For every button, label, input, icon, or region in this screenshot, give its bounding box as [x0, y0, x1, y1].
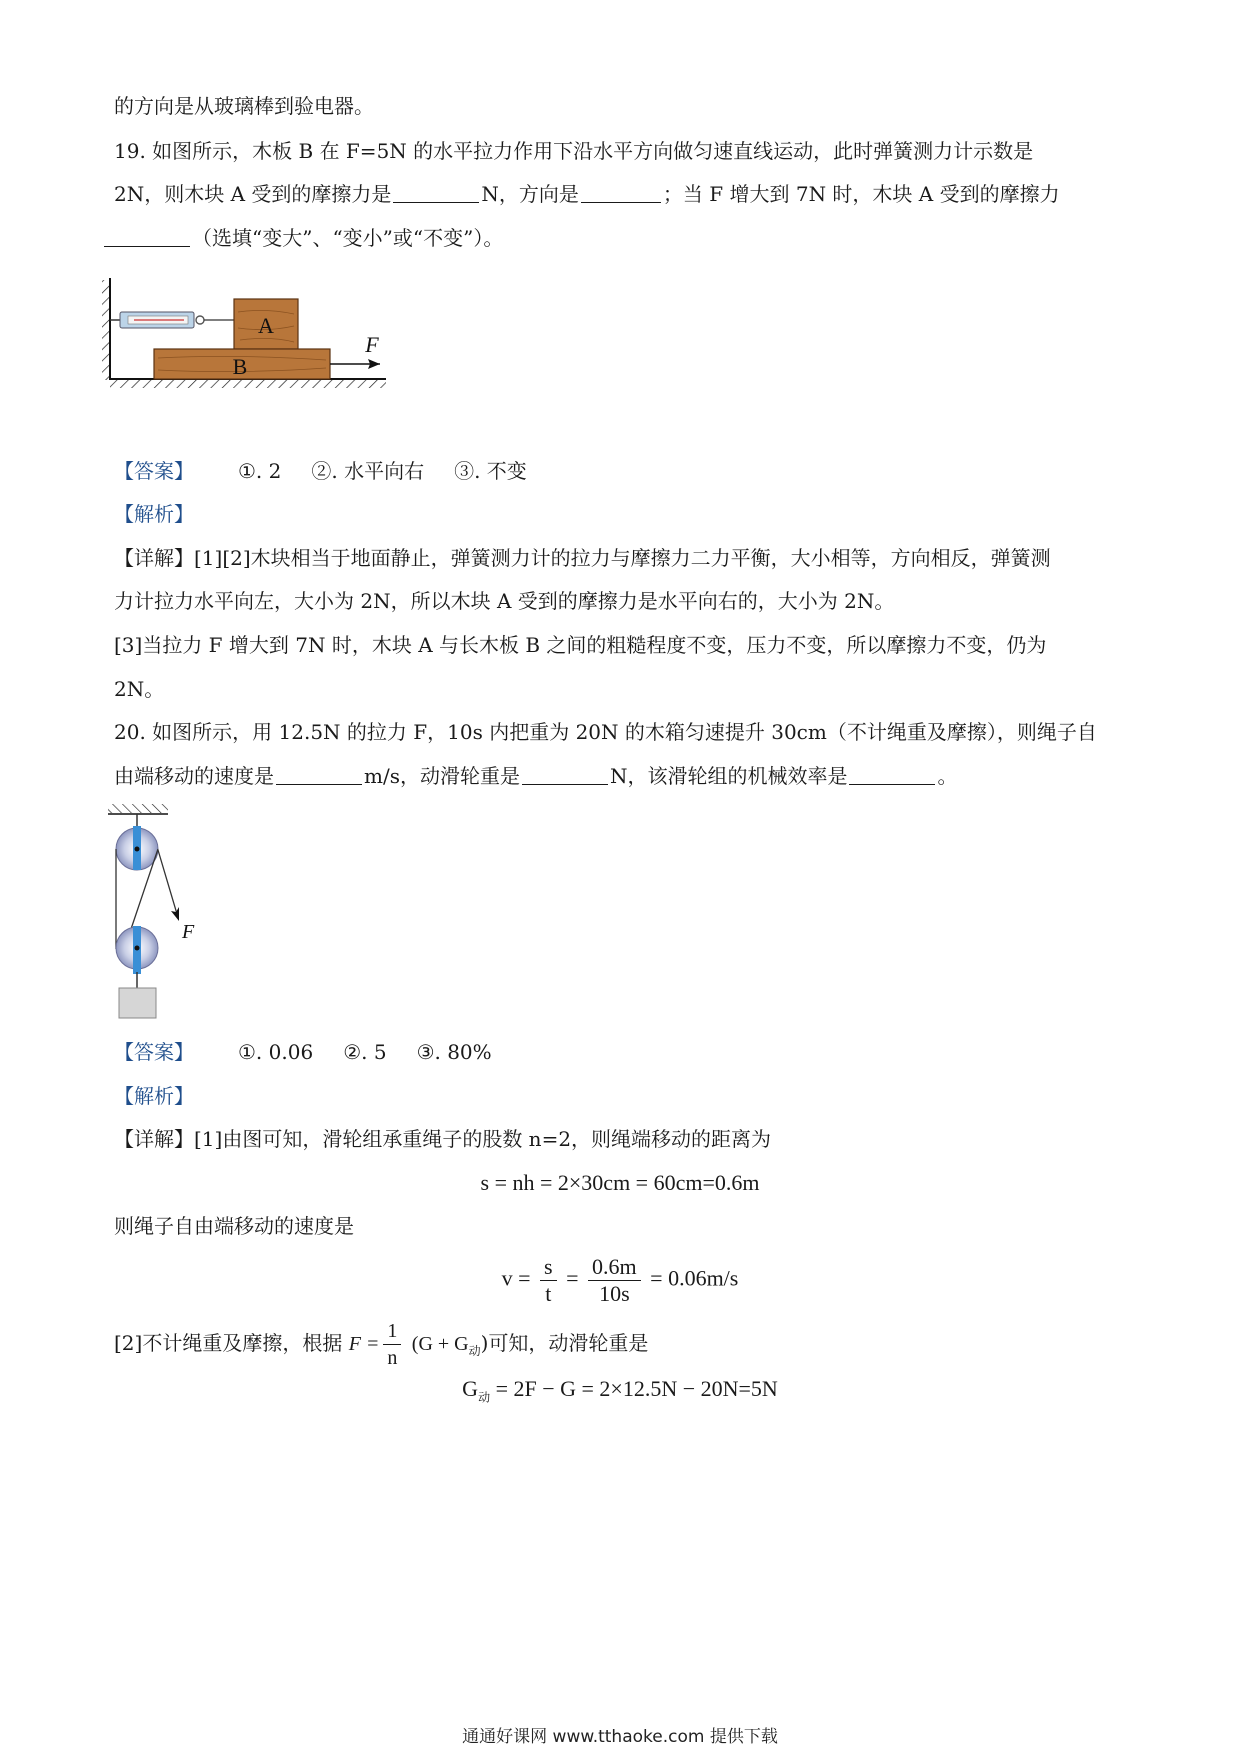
- formula-end: ): [480, 1331, 489, 1355]
- q20-line-1: 20. 如图所示，用 12.5N 的拉力 F，10s 内把重为 20N 的木箱匀速提升 30cm（不计绳重及摩擦），则绳子自: [114, 720, 1097, 744]
- force-label: F: [365, 332, 379, 357]
- q20-answer-3: ③. 80%: [416, 1040, 492, 1064]
- q19-line-3: [114, 224, 503, 252]
- fraction-s-t: $\frac{s}{t}$: [540, 1254, 557, 1307]
- answer-tag: 【答案】: [114, 459, 194, 483]
- page-footer: 通通好课网 www.tthaoke.com 提供下载: [462, 1727, 778, 1747]
- q19-detail-4: 2N。: [114, 677, 165, 701]
- equation-distance: s = nh = 2×30cm = 60cm=0.6m: [480, 1170, 760, 1195]
- q20-detail-text-1: [1]由图可知，滑轮组承重绳子的股数 n=2，则绳端移动的距离为: [194, 1127, 772, 1151]
- q19-detail-3: [3]当拉力 F 增大到 7N 时，木块 A 与长木板 B 之间的粗糙程度不变，压力不变，所以摩擦力不变，仍为: [114, 633, 1047, 657]
- q20-analysis-tag: 【解析】: [114, 1084, 194, 1108]
- q19-analysis-tag: 【解析】: [114, 502, 194, 526]
- q19-blank-1: [393, 182, 479, 203]
- q19-answer-2: ②. 水平向右: [311, 459, 425, 483]
- q20-line-2: [114, 762, 957, 790]
- floor-hatch: [110, 380, 386, 388]
- formula-rhs: (G + G: [411, 1333, 469, 1355]
- q20-blank-2: [522, 764, 608, 785]
- formula-sub: 动: [468, 1344, 481, 1358]
- q20-answer-2: ②. 5: [343, 1040, 387, 1064]
- rope-free: [158, 850, 177, 914]
- q19-blank-3: [104, 226, 190, 247]
- board-b-label: B: [232, 354, 248, 379]
- q19-detail-2: 力计拉力水平向左，大小为 2N，所以木块 A 受到的摩擦力是水平向右的，大小为 2N。: [114, 589, 895, 613]
- q19-text-d: （选填“变大”、“变小”或“不变”）。: [192, 226, 504, 250]
- q20-blank-1: [276, 764, 362, 785]
- spring-ring: [196, 316, 204, 324]
- q20-detail-2: 则绳子自由端移动的速度是: [114, 1214, 354, 1238]
- wall: [102, 280, 109, 380]
- q20-blank-3: [849, 764, 935, 785]
- ceiling-hatch: [108, 804, 168, 813]
- q19-text-c: ；当 F 增大到 7N 时，木块 A 受到的摩擦力: [662, 182, 1060, 206]
- q20-detail-1: [114, 1125, 771, 1153]
- q19-blank-2: [581, 182, 661, 203]
- q20-text-a: 由端移动的速度是: [114, 764, 274, 788]
- q19-answer: [114, 457, 557, 485]
- detail-tag: 【详解】: [114, 1127, 194, 1151]
- q19-figure: [100, 272, 400, 394]
- q19-detail-1: [114, 544, 1051, 572]
- q19-text-a: 2N，则木块 A 受到的摩擦力是: [114, 182, 392, 206]
- q20-detail-text-3b: 可知，动滑轮重是: [488, 1331, 649, 1355]
- wooden-box: [119, 988, 156, 1018]
- detail-tag: 【详解】: [114, 546, 194, 570]
- q20-text-c: N，该滑轮组的机械效率是: [609, 764, 848, 788]
- q19-detail-text-1: [1][2]木块相当于地面静止，弹簧测力计的拉力与摩擦力二力平衡，大小相等，方向相反，弹簧测: [194, 546, 1051, 570]
- q19-answer-3: ③. 不变: [454, 459, 527, 483]
- q20-detail-3: [2]不计绳重及摩擦，根据 F = $\frac{1}{n}$ $(G + G_动)$可知，动滑轮重是: [114, 1320, 649, 1369]
- carryover-text: 的方向是从玻璃棒到验电器。: [114, 94, 374, 118]
- formula-lhs: F =: [348, 1333, 380, 1355]
- q20-answer: [114, 1038, 522, 1066]
- q19-answer-1: ①. 2: [238, 459, 282, 483]
- answer-tag: 【答案】: [114, 1040, 194, 1064]
- equation-pulley-weight: $G_动 = 2F - G = 2\times 12.5N - 20N=5N$: [462, 1376, 778, 1405]
- q20-text-d: 。: [937, 764, 958, 788]
- fraction-1-n: $\frac{1}{n}$: [383, 1318, 401, 1371]
- force-label-f: F: [182, 921, 195, 943]
- fraction-values: $\frac{0.6m}{10s}$: [588, 1254, 641, 1307]
- q19-text-b: N，方向是: [481, 182, 579, 206]
- q20-text-b: m/s，动滑轮重是: [364, 764, 520, 788]
- q20-answer-1: ①. 0.06: [238, 1040, 314, 1064]
- q20-figure: [108, 800, 218, 1022]
- equation-speed: v = $\frac{s}{t}$ = $\frac{0.6m}{10s}$ = 0.06m/s: [501, 1254, 739, 1306]
- block-a-label: A: [258, 313, 274, 338]
- q19-line-2: [114, 180, 1060, 208]
- q19-line-1: 19. 如图所示，木板 B 在 F=5N 的水平拉力作用下沿水平方向做匀速直线运动，此时弹簧测力计示数是: [114, 139, 1034, 163]
